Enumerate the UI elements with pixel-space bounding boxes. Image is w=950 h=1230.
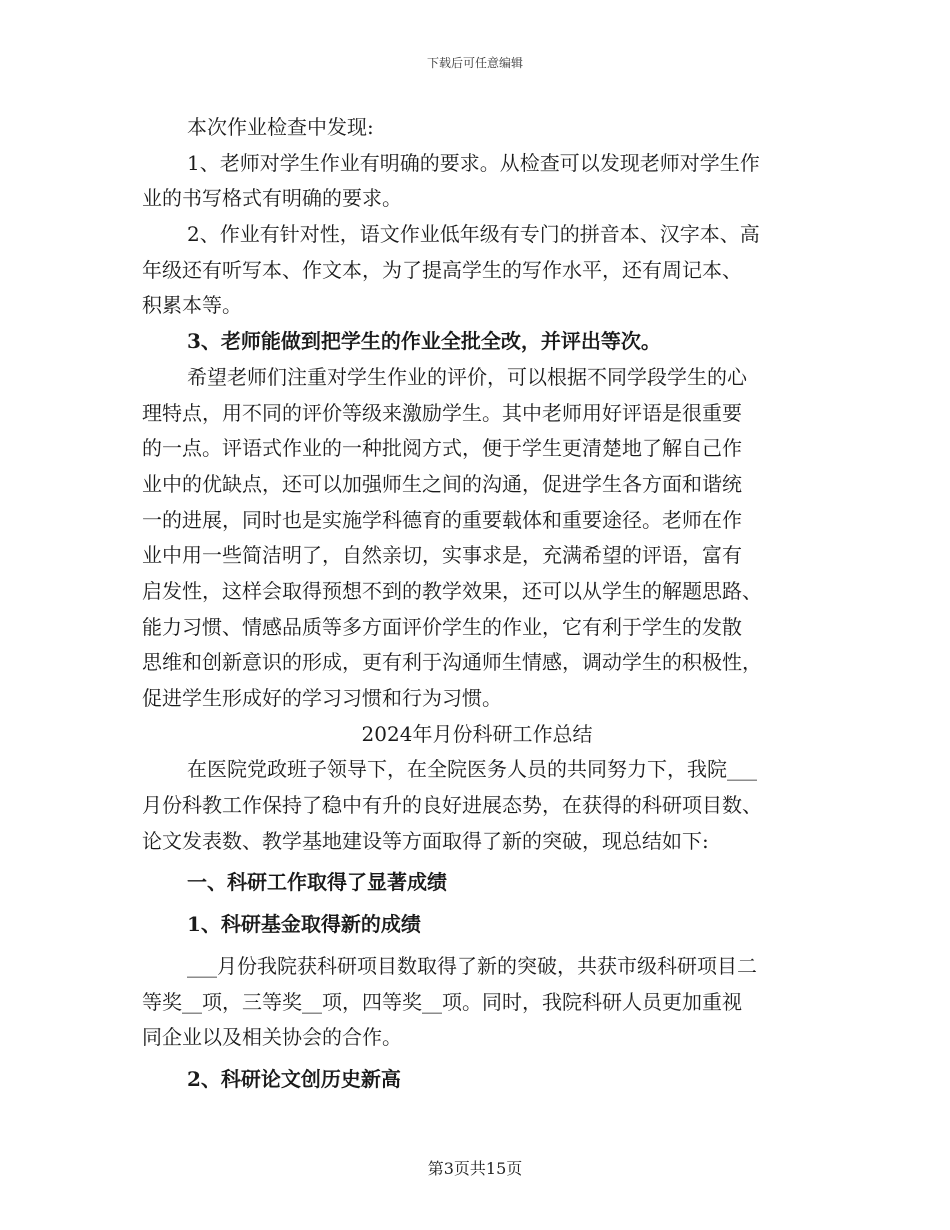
text-line: 2、作业有针对性，语文作业低年级有专门的拼音本、汉字本、高 xyxy=(187,222,760,247)
text-line: 启发性，这样会取得预想不到的教学效果，还可以从学生的解题思路、 xyxy=(142,578,762,603)
text-line: 本次作业检查中发现: xyxy=(187,115,374,139)
paragraph-item-2 xyxy=(142,217,812,324)
document-body xyxy=(142,110,812,1098)
text-line: 业中用一些简洁明了，自然亲切，实事求是，充满希望的评语，富有 xyxy=(142,543,742,568)
heading-level-1: 一、科研工作取得了显著成绩 xyxy=(187,870,447,895)
text-line: 论文发表数、教学基地建设等方面取得了新的突破，现总结如下: xyxy=(142,828,709,853)
page-header: 下载后可任意编辑 xyxy=(426,56,523,70)
page-footer: 第3页共15页 xyxy=(427,1159,523,1178)
text-line: 1、老师对学生作业有明确的要求。从检查可以发现老师对学生作 xyxy=(187,150,760,175)
text-line: ___月份我院获科研项目数取得了新的突破，共获市级科研项目二 xyxy=(187,953,757,978)
text-line: 的一点。评语式作业的一种批阅方式，便于学生更清楚地了解自己作 xyxy=(142,436,742,461)
text-line: 年级还有听写本、作文本，为了提高学生的写作水平，还有周记本、 xyxy=(142,257,742,282)
text-line: 3、老师能做到把学生的作业全批全改，并评出等次。 xyxy=(187,329,661,354)
text-line: 等奖__项，三等奖__项，四等奖__项。同时，我院科研人员更加重视 xyxy=(142,989,742,1014)
text-line: 能力习惯、情感品质等多方面评价学生的作业，它有利于学生的发散 xyxy=(142,614,742,639)
paragraph-evaluation xyxy=(142,360,812,717)
text-line: 理特点，用不同的评价等级来激励学生。其中老师用好评语是很重要 xyxy=(142,400,742,425)
text-line: 希望老师们注重对学生作业的评价，可以根据不同学段学生的心 xyxy=(187,364,747,389)
paragraph-item-3 xyxy=(142,324,812,360)
paragraph-intro xyxy=(142,110,812,146)
text-line: 积累本等。 xyxy=(142,293,242,318)
text-line: 业的书写格式有明确的要求。 xyxy=(142,186,402,211)
section-title: 2024年月份科研工作总结 xyxy=(361,721,593,746)
heading-level-2: 2、科研论文创历史新高 xyxy=(187,1066,401,1091)
paragraph-research-fund xyxy=(142,949,812,1056)
text-line: 思维和创新意识的形成，更有利于沟通师生情感，调动学生的积极性， xyxy=(142,650,762,675)
text-line: 同企业以及相关协会的合作。 xyxy=(142,1025,402,1050)
paragraph-item-1 xyxy=(142,146,812,217)
text-line: 一的进展，同时也是实施学科德育的重要载体和重要途径。老师在作 xyxy=(142,507,742,532)
text-line: 促进学生形成好的学习习惯和行为习惯。 xyxy=(142,686,502,710)
text-line: 在医院党政班子领导下，在全院医务人员的共同努力下，我院___ xyxy=(187,757,757,782)
text-line: 业中的优缺点，还可以加强师生之间的沟通，促进学生各方面和谐统 xyxy=(142,471,742,496)
text-line: 月份科教工作保持了稳中有升的良好进展态势，在获得的科研项目数、 xyxy=(142,793,762,818)
heading-level-2: 1、科研基金取得新的成绩 xyxy=(187,912,421,937)
paragraph-summary-intro xyxy=(142,752,812,859)
